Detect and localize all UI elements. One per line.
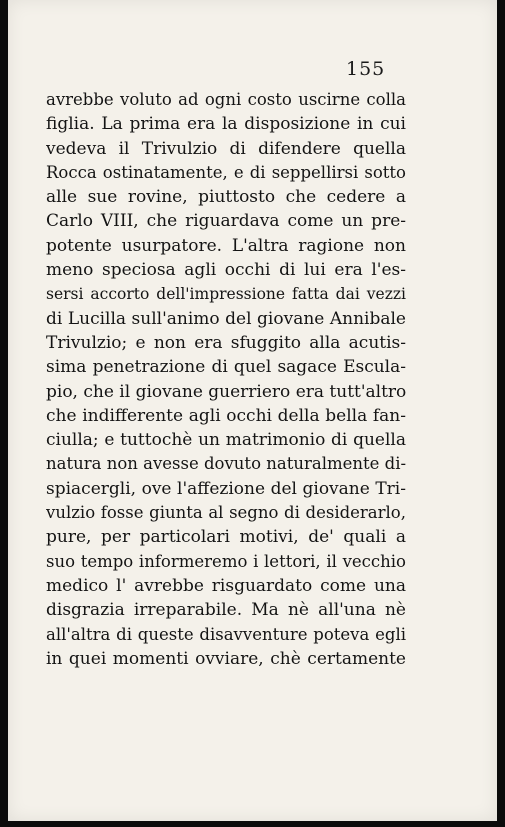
text-line: potente usurpatore. L'altra ragione non <box>46 235 406 256</box>
text-line: sersi accorto dell'impressione fatta dai vezzi <box>46 285 406 304</box>
text-line: avrebbe voluto ad ogni costo uscirne colla <box>46 90 406 109</box>
page-number: 155 <box>346 58 386 80</box>
text-line: disgrazia irreparabile. Ma nè all'una nè <box>46 600 406 621</box>
text-line: ciulla; e tuttochè un matrimonio di quella <box>46 430 406 451</box>
text-line: sima penetrazione di quel sagace Escula- <box>46 357 406 378</box>
text-line: all'altra di queste disavventure poteva egli <box>46 624 406 644</box>
text-line: spiacergli, ove l'affezione del giovane Tri- <box>46 478 406 499</box>
text-line: Trivulzio; e non era sfuggito alla acutis- <box>46 332 406 353</box>
text-line: medico l' avrebbe risguardato come una <box>46 575 406 596</box>
text-line: figlia. La prima era la disposizione in cui <box>46 114 406 135</box>
text-line: pure, per particolari motivi, de' quali a <box>46 527 406 548</box>
text-line: alle sue rovine, piuttosto che cedere a <box>46 187 406 208</box>
book-page <box>8 0 497 821</box>
text-line: meno speciosa agli occhi di lui era l'es- <box>46 260 406 281</box>
text-line: pio, che il giovane guerriero era tutt'altro <box>46 381 406 402</box>
text-line: suo tempo informeremo i lettori, il vecchio <box>46 551 406 571</box>
text-line: Rocca ostinatamente, e di seppellirsi sotto <box>46 162 406 182</box>
text-line: di Lucilla sull'animo del giovane Annibale <box>46 308 406 329</box>
text-line: vulzio fosse giunta al segno di desiderarlo, <box>46 503 406 523</box>
text-line: vedeva il Trivulzio di difendere quella <box>46 138 406 159</box>
text-line: in quei momenti ovviare, chè certamente <box>46 648 406 669</box>
text-line: Carlo VIII, che riguardava come un pre- <box>46 211 406 232</box>
text-line: natura non avesse dovuto naturalmente di- <box>46 454 406 474</box>
body-text <box>46 88 406 671</box>
text-line: che indifferente agli occhi della bella fan- <box>46 405 406 426</box>
